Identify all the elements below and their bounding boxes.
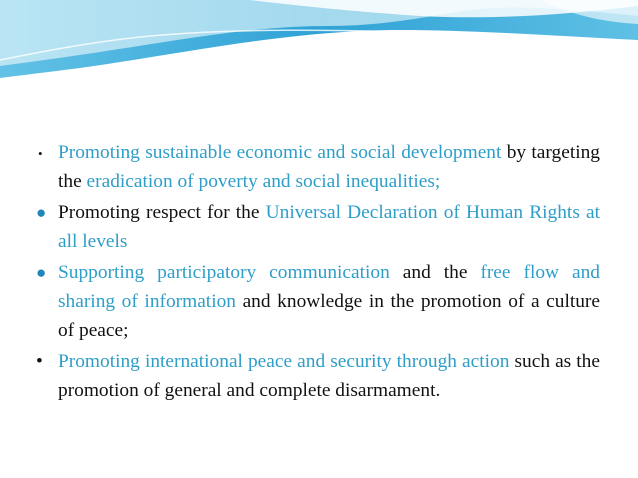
highlighted-text: free flow and sharing of information [58,262,600,312]
list-item-text [58,202,600,252]
highlighted-text: Supporting participatory communication [58,262,390,284]
bullet-dot-icon: • [36,351,43,373]
plain-text: such as the promotion of general and complete disarmament. [58,351,600,401]
plain-text: Promoting respect for the [58,202,266,224]
list-item [36,259,600,345]
plain-text: and the [389,262,481,284]
highlighted-text: Universal Declaration of Human Rights at all levels [58,202,600,252]
list-item-text [58,351,600,401]
list-item-text [58,142,600,192]
highlighted-text: eradication of poverty and social inequalities; [86,170,441,192]
bullet-circle-icon: ● [36,203,47,223]
list-item-text [58,262,600,340]
list-item [36,199,600,256]
header-wave-decoration [0,0,638,80]
plain-text: by targeting the [58,142,600,192]
list-item [36,348,600,405]
highlighted-text: Promoting sustainable economic and social development [58,142,502,163]
list-item [36,139,600,196]
bullet-list [36,139,600,408]
plain-text: and knowledge in the promotion of a culture of peace; [58,290,600,341]
highlighted-text: Promoting international peace and security through action [58,351,510,373]
bullet-dot-icon: • [38,146,43,161]
bullet-circle-icon: ● [36,263,47,283]
